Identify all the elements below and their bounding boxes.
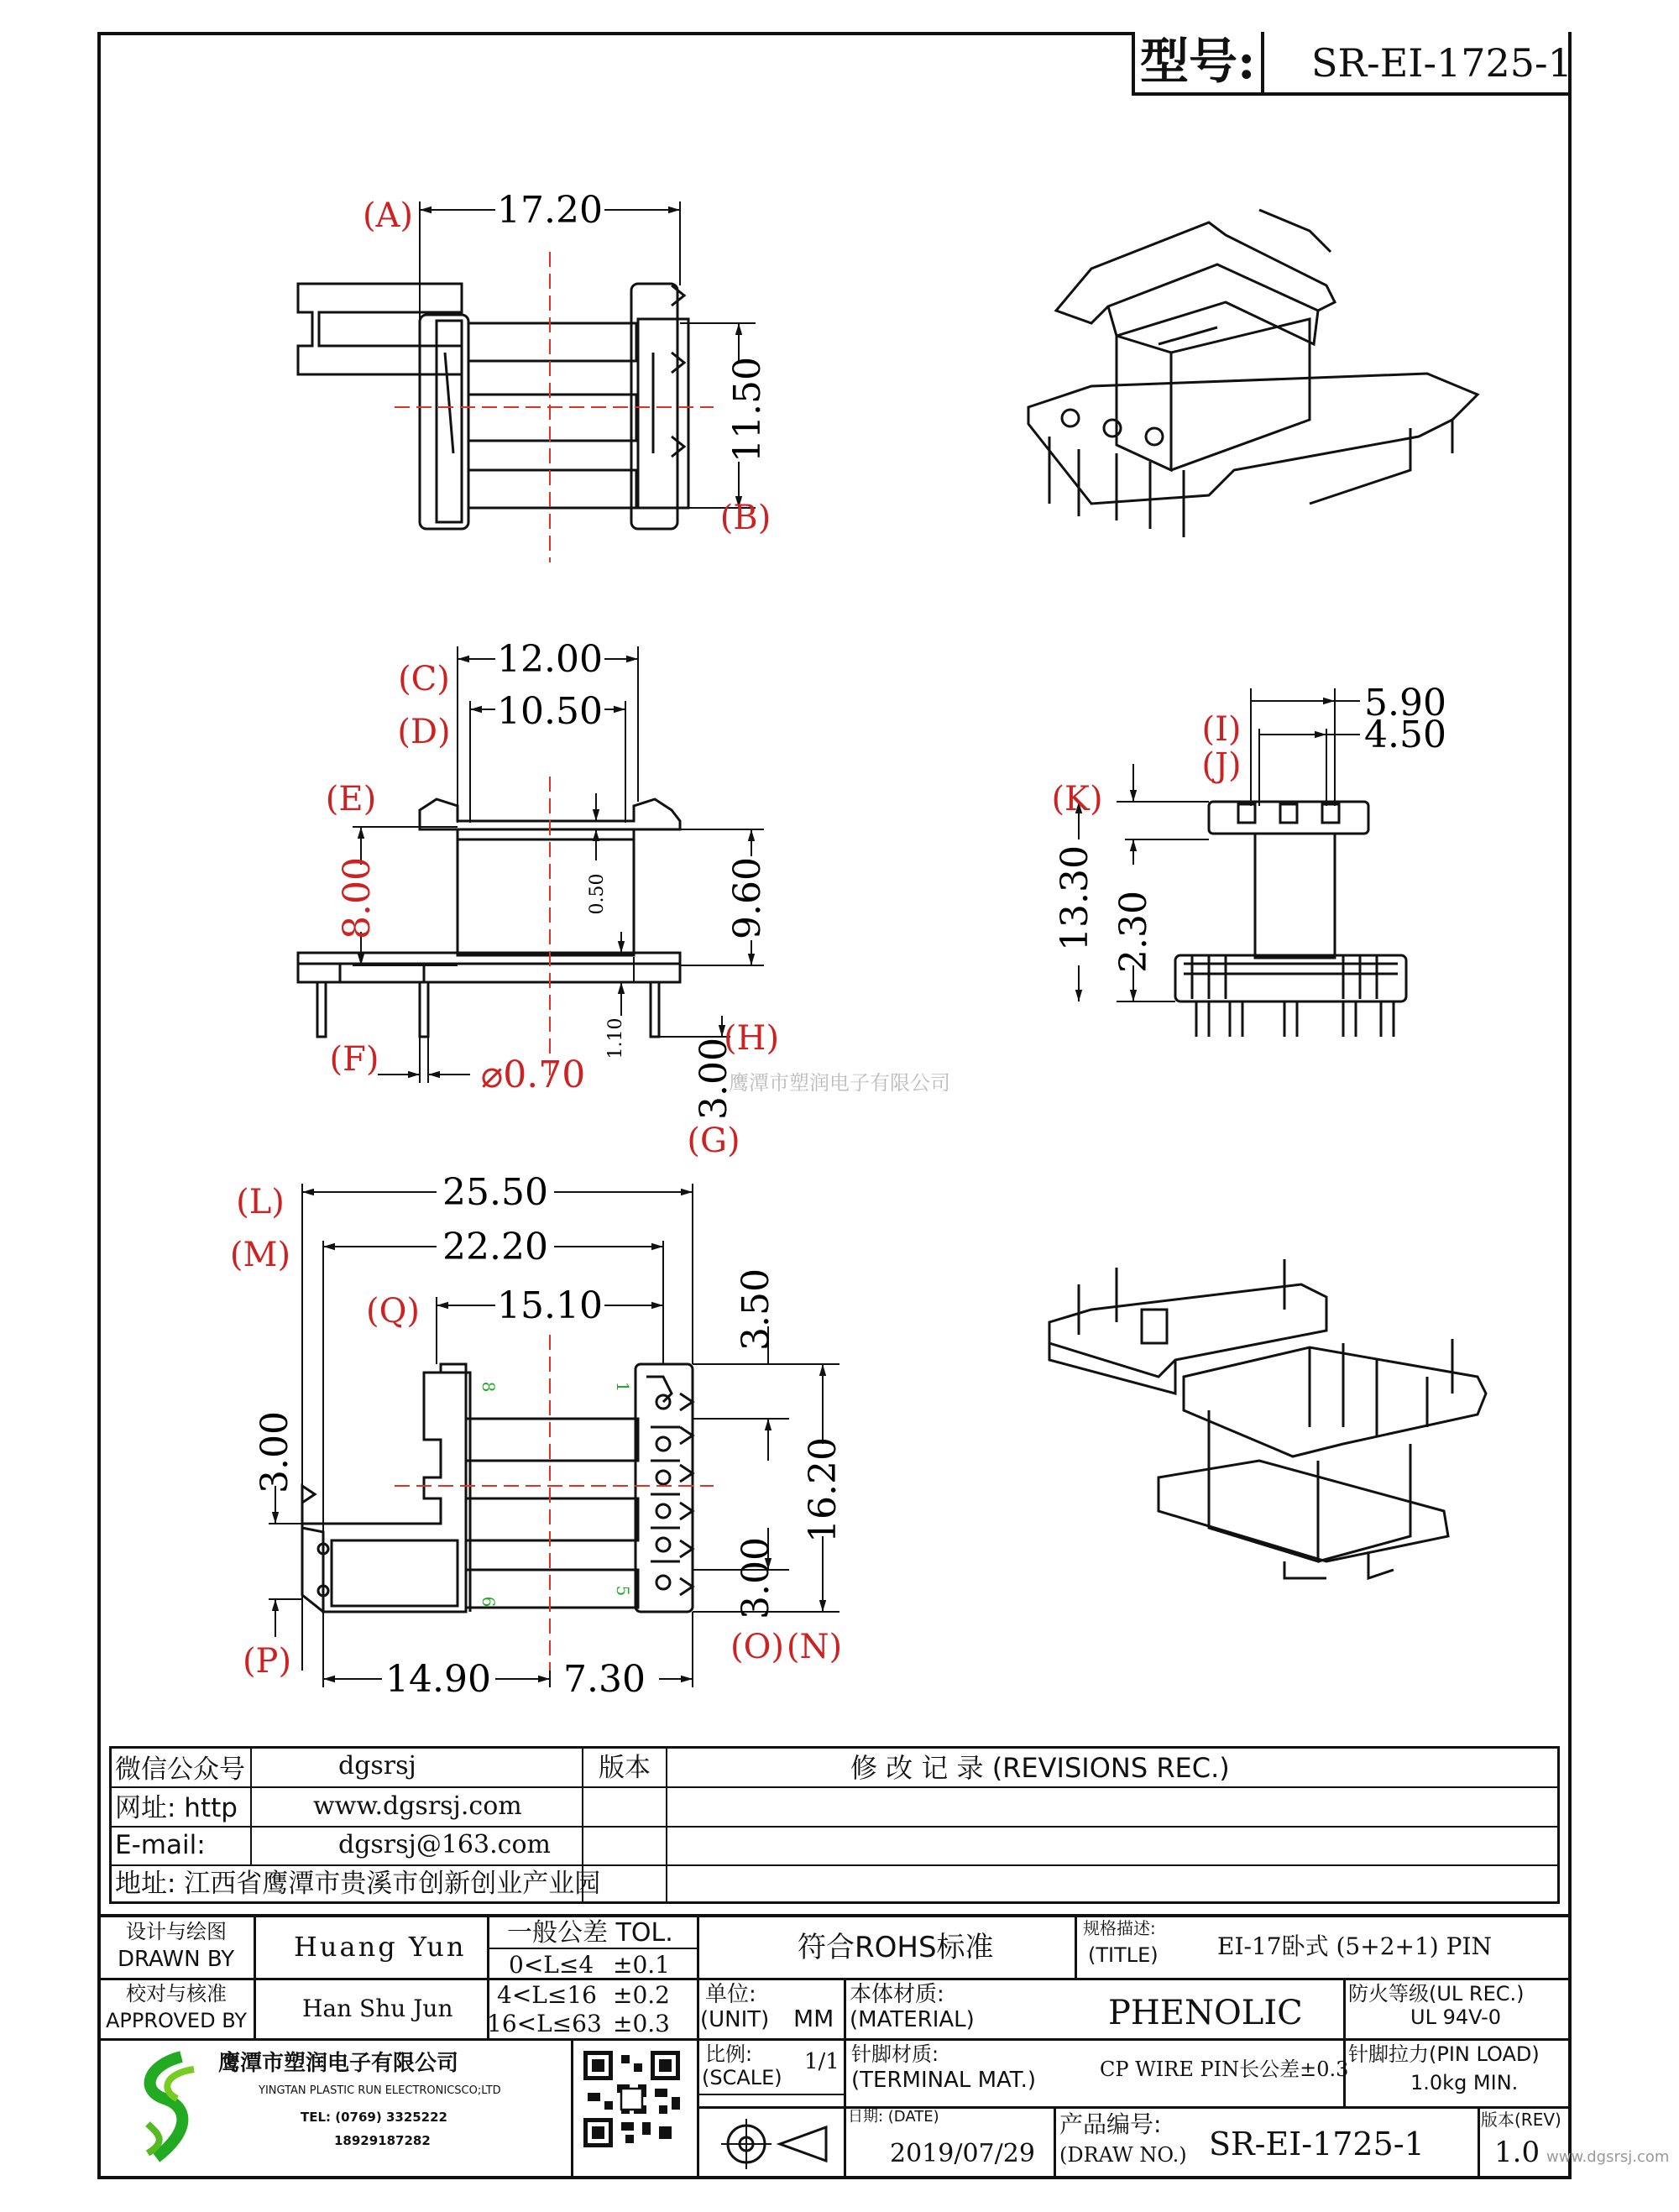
label-E: (E) xyxy=(325,780,377,818)
dim-K2-value: 2.30 xyxy=(1112,891,1155,973)
revisions-table xyxy=(109,1746,1560,1904)
scale-value: 1/1 xyxy=(804,2049,840,2074)
dim-D-value: 10.50 xyxy=(497,690,603,733)
material-value: PHENOLIC xyxy=(1108,1994,1303,2032)
pin-6-label: 6 xyxy=(479,1596,499,1608)
label-D: (D) xyxy=(397,713,451,751)
label-K: (K) xyxy=(1051,780,1103,818)
material-cn: 本体材质: xyxy=(850,1982,944,2007)
iso-view-top xyxy=(1028,210,1478,537)
revision-value: 1.0 xyxy=(1494,2136,1540,2169)
dim-N-value: 16.20 xyxy=(802,1437,845,1543)
label-C: (C) xyxy=(398,660,450,698)
dim-N1-value: 3.50 xyxy=(735,1268,777,1351)
terminal-en: (TERMINAL MAT.) xyxy=(851,2068,1037,2093)
title-block xyxy=(97,1914,1670,2179)
unit-value: MM xyxy=(793,2005,834,2032)
tol-range-1: 0<L≤4 xyxy=(509,1951,594,1979)
label-F: (F) xyxy=(329,1040,379,1079)
company-mobile: 18929187282 xyxy=(334,2133,431,2148)
draw-no-cn: 产品编号: xyxy=(1059,2110,1162,2138)
scale-cn: 比例: xyxy=(705,2042,753,2066)
unit-en: (UNIT) xyxy=(700,2007,770,2032)
dim-I-value: 5.90 xyxy=(1364,682,1446,724)
label-H: (H) xyxy=(723,1019,780,1058)
iso-view-bottom xyxy=(1049,1259,1486,1578)
email-value: dgsrsj@163.com xyxy=(338,1830,551,1859)
tol-value-3: ±0.3 xyxy=(613,2010,670,2037)
dim-M-value: 22.20 xyxy=(442,1226,548,1268)
version-header: 版本 xyxy=(599,1753,651,1783)
label-A: (A) xyxy=(362,196,414,235)
label-L: (L) xyxy=(236,1183,285,1221)
dim-A-value: 17.20 xyxy=(497,189,603,232)
revisions-title: 修 改 记 录 (REVISIONS REC.) xyxy=(850,1752,1230,1784)
bottom-view xyxy=(302,1364,693,1612)
pin-1-label: 1 xyxy=(613,1381,633,1393)
label-O: (O) xyxy=(730,1628,785,1666)
label-N: (N) xyxy=(786,1628,843,1666)
title-cn: 规格描述: xyxy=(1083,1918,1156,1938)
email-label: E-mail: xyxy=(115,1830,206,1860)
draw-no-en: (DRAW NO.) xyxy=(1059,2143,1187,2167)
fire-rating-value: UL 94V-0 xyxy=(1410,2005,1502,2029)
qr-code-icon xyxy=(579,2047,684,2152)
fire-rating-cn: 防火等级(UL REC.) xyxy=(1348,1982,1525,2005)
pin-load-cn: 针脚拉力(PIN LOAD) xyxy=(1348,2042,1540,2066)
tol-value-1: ±0.1 xyxy=(613,1951,670,1979)
approved-by-cn: 校对与核准 xyxy=(126,1982,227,2005)
label-M: (M) xyxy=(229,1236,291,1274)
tolerance-title: 一般公差 TOL. xyxy=(507,1918,673,1948)
tol-range-2: 4<L≤16 xyxy=(497,1981,597,2009)
pin-load-value: 1.0kg MIN. xyxy=(1410,2071,1519,2094)
title-value: EI-17卧式 (5+2+1) PIN xyxy=(1217,1932,1493,1960)
label-Q: (Q) xyxy=(365,1292,421,1331)
side-view xyxy=(1175,802,1406,1037)
company-name-en: YINGTAN PLASTIC RUN ELECTRONICSCO;LTD xyxy=(259,2084,501,2097)
date-value: 2019/07/29 xyxy=(890,2139,1035,2168)
label-P: (P) xyxy=(242,1642,292,1681)
terminal-cn: 针脚材质: xyxy=(851,2042,939,2066)
revision-label: 版本(REV) xyxy=(1481,2110,1561,2130)
pin-5-label: 5 xyxy=(613,1585,633,1597)
dim-P-value: 3.00 xyxy=(254,1411,296,1493)
dim-L-value: 25.50 xyxy=(442,1171,548,1214)
model-value: SR-EI-1725-1 xyxy=(1311,40,1572,86)
dim-O-value: 3.00 xyxy=(735,1537,777,1619)
company-name-cn: 鹰潭市塑润电子有限公司 xyxy=(218,2051,459,2076)
scale-en: (SCALE) xyxy=(702,2066,782,2089)
watermark: 鹰潭市塑润电子有限公司 xyxy=(729,1071,950,1095)
dim-G-value: 3.00 xyxy=(693,1038,735,1120)
model-label: 型号: xyxy=(1140,33,1256,90)
projection-symbol-icon xyxy=(709,2115,834,2173)
dim-B-value: 11.50 xyxy=(726,357,769,463)
dim-W2-value: 7.30 xyxy=(563,1658,646,1701)
company-tel: TEL: (0769) 3325222 xyxy=(301,2110,447,2125)
material-en: (MATERIAL) xyxy=(850,2007,975,2032)
terminal-value: CP WIRE PIN长公差±0.3 xyxy=(1100,2058,1349,2081)
dim-F-value: ⌀0.70 xyxy=(480,1054,586,1096)
site-watermark: www.dgsrsj.com xyxy=(1546,2148,1670,2166)
label-G: (G) xyxy=(687,1122,740,1160)
dim-H-value: 9.60 xyxy=(726,857,769,939)
title-en: (TITLE) xyxy=(1088,1943,1159,1967)
dim-Q-value: 15.10 xyxy=(497,1284,603,1327)
address: 地址: 江西省鹰潭市贵溪市创新创业产业园 xyxy=(115,1869,601,1899)
label-I: (I) xyxy=(1201,710,1242,749)
rohs-label: 符合ROHS标准 xyxy=(798,1931,994,1964)
drawn-by-name: Huang Yun xyxy=(294,1931,467,1963)
dim-W1-value: 14.90 xyxy=(385,1658,491,1701)
dim-K-value: 13.30 xyxy=(1054,845,1096,951)
label-B: (B) xyxy=(719,499,772,537)
label-J: (J) xyxy=(1201,746,1242,785)
dim-C-value: 12.00 xyxy=(497,638,603,681)
draw-no-value: SR-EI-1725-1 xyxy=(1209,2126,1425,2162)
unit-cn: 单位: xyxy=(705,1982,756,2007)
tol-range-3: 16<L≤63 xyxy=(487,2010,602,2037)
dim-H-small: 1.10 xyxy=(605,1017,626,1059)
dim-J-value: 4.50 xyxy=(1364,714,1446,756)
approved-by-name: Han Shu Jun xyxy=(302,1995,453,2022)
drawn-by-cn: 设计与绘图 xyxy=(126,1920,227,1943)
pin-8-label: 8 xyxy=(479,1381,499,1393)
wechat-label: 微信公众号 xyxy=(115,1754,245,1785)
web-label: 网址: http xyxy=(115,1793,238,1823)
wechat-value: dgsrsj xyxy=(338,1751,416,1781)
web-value: www.dgsrsj.com xyxy=(313,1791,522,1821)
date-label: 日期: (DATE) xyxy=(848,2108,939,2126)
tol-value-2: ±0.2 xyxy=(613,1981,670,2009)
drawn-by-en: DRAWN BY xyxy=(118,1947,235,1972)
company-logo-icon xyxy=(131,2048,207,2166)
approved-by-en: APPROVED BY xyxy=(106,2009,248,2032)
dim-E-small: 0.50 xyxy=(587,873,608,915)
dim-E-value: 8.00 xyxy=(336,857,379,939)
